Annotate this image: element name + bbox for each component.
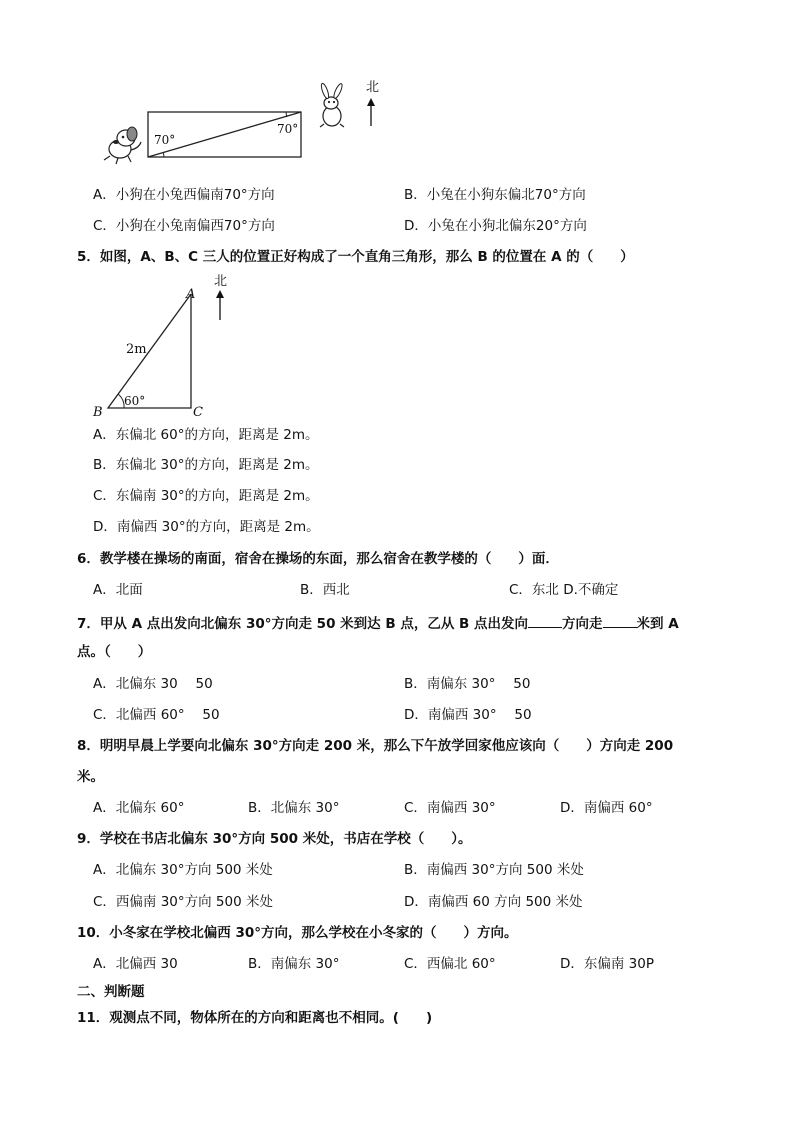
q9-stem: 9．学校在书店北偏东 30°方向 500 米处，书店在学校（ ）。 — [77, 831, 472, 847]
q4-option-b: B．小兔在小狗东偏北70°方向 — [404, 187, 586, 203]
vertex-c-label: C — [193, 405, 203, 420]
q7-option-b: B．南偏东 30° 50 — [404, 676, 531, 692]
q8-option-d: D．南偏西 60° — [560, 800, 653, 816]
triangle — [108, 294, 191, 408]
q5-option-d: D．南偏西 30°的方向，距离是 2m。 — [93, 519, 320, 535]
q10-option-c: C．西偏北 60° — [404, 956, 496, 972]
vertex-a-label: A — [186, 287, 196, 302]
q4-option-a: A．小狗在小兔西偏南70°方向 — [93, 187, 275, 203]
q8-stem-line1: 8．明明早晨上学要向北偏东 30°方向走 200 米，那么下午放学回家他应该向（ ）方向走 200 — [77, 738, 674, 754]
q5-option-a: A．东偏北 60°的方向，距离是 2m。 — [93, 427, 319, 443]
q7-stem-line2: 点。（ ） — [77, 644, 152, 660]
q9-option-c: C．西偏南 30°方向 500 米处 — [93, 894, 273, 910]
q7-stem-line1 — [77, 615, 679, 632]
vertex-b-label: B — [93, 405, 103, 420]
q7-stem-part3: 米到 A — [636, 616, 679, 632]
q4-option-c: C．小狗在小兔南偏西70°方向 — [93, 218, 275, 234]
q5-figure — [88, 272, 238, 422]
q8-option-a: A．北偏东 60° — [93, 800, 185, 816]
q4-option-d: D．小兔在小狗北偏东20°方向 — [404, 218, 587, 234]
q7-option-a: A．北偏东 30 50 — [93, 676, 213, 692]
q9-option-d: D．南偏西 60 方向 500 米处 — [404, 894, 583, 910]
q5-option-c: C．东偏南 30°的方向，距离是 2m。 — [93, 488, 319, 504]
q10-option-b: B．南偏东 30° — [248, 956, 340, 972]
q5-stem: 5．如图，A、B、C 三人的位置正好构成了一个直角三角形，那么 B 的位置在 A 的（ ） — [77, 249, 634, 265]
q4-figure — [88, 76, 398, 176]
angle-left-label: 70° — [154, 133, 176, 147]
q10-stem: 10．小冬家在学校北偏西 30°方向，那么学校在小冬家的（ ）方向。 — [77, 925, 518, 941]
q8-option-c: C．南偏西 30° — [404, 800, 496, 816]
q6-option-a: A．北面 — [93, 582, 143, 598]
north-label: 北 — [366, 80, 380, 95]
angle-label: 60° — [124, 394, 146, 408]
q8-option-b: B．北偏东 30° — [248, 800, 340, 816]
side-length-label: 2m — [126, 342, 147, 357]
north-label: 北 — [214, 274, 228, 289]
q7-option-c: C．北偏西 60° 50 — [93, 707, 220, 723]
q5-option-b: B．东偏北 30°的方向，距离是 2m。 — [93, 457, 319, 473]
q9-option-a: A．北偏东 30°方向 500 米处 — [93, 862, 273, 878]
north-arrow-head — [216, 290, 224, 298]
q6-option-cd: C．东北 D.不确定 — [509, 582, 619, 598]
q9-option-b: B．南偏西 30°方向 500 米处 — [404, 862, 584, 878]
q11-stem: 11．观测点不同，物体所在的方向和距离也不相同。( ) — [77, 1010, 433, 1026]
q6-stem: 6．教学楼在操场的南面，宿舍在操场的东面，那么宿舍在教学楼的（ ）面． — [77, 551, 559, 567]
answer-blank-distance[interactable] — [603, 615, 637, 628]
section-heading-judgment: 二、判断题 — [77, 984, 145, 1000]
q6-option-b: B．西北 — [300, 582, 350, 598]
angle-right-label: 70° — [277, 122, 299, 136]
q10-option-d: D．东偏南 30P — [560, 956, 655, 972]
north-arrow-head — [367, 98, 375, 106]
q8-stem-line2: 米。 — [77, 769, 104, 785]
q10-option-a: A．北偏西 30 — [93, 956, 178, 972]
dog-icon — [104, 127, 141, 164]
answer-blank-direction[interactable] — [528, 615, 562, 628]
q7-stem-part2: 方向走 — [562, 616, 603, 632]
q7-option-d: D．南偏西 30° 50 — [404, 707, 532, 723]
rabbit-icon — [320, 83, 344, 127]
q7-stem-part1: 7．甲从 A 点出发向北偏东 30°方向走 50 米到达 B 点，乙从 B 点出发向 — [77, 616, 529, 632]
